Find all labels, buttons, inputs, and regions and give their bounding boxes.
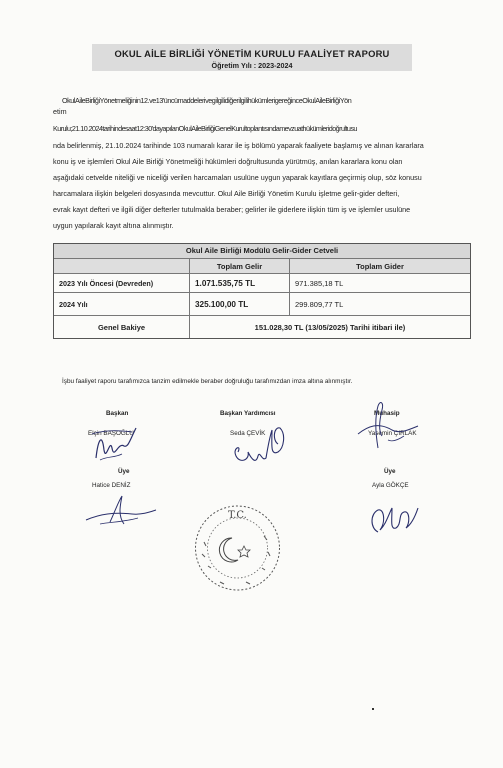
- table-row: [54, 293, 470, 316]
- paragraph-line: nda belirlenmiş, 21.10.2024 tarihinde 103 numaralı karar ile iş bölümü yaparak faaliyete başlamış ve alınan kararlara: [53, 141, 424, 150]
- member2-name: Ayla GÖKÇE: [372, 482, 409, 489]
- report-header: [92, 44, 412, 71]
- paragraph-line: aşağıdaki cetvelde niteliği ve niceliği verilen harcamaları usulüne uygun yaparak kayıtlara geçirmiş olup, söz konusu: [53, 173, 422, 182]
- table-header-row: [54, 259, 470, 274]
- table-header-expense: Toplam Gider: [290, 259, 470, 273]
- official-seal: [190, 502, 285, 594]
- paragraph-line: Kurulu;21.10.2024tarihindesaat12:30'dayapılanOkulAileBirliğiGenelKurultoplantısındamevzuathükümleridoğrultusu: [53, 124, 357, 133]
- paragraph-line: uygun yapılarak kayıt altına alınmıştır.: [53, 221, 174, 230]
- svg-text:T.C.: T.C.: [228, 510, 247, 521]
- member1-name: Hatice DENİZ: [92, 482, 131, 489]
- row-label: 2024 Yılı: [54, 293, 190, 315]
- paragraph-line: etim: [53, 107, 67, 116]
- row-income: 1.071.535,75 TL: [190, 274, 290, 292]
- paragraph-line: harcamalara ilişkin belgeleri dosyasında mevcuttur. Okul Aile Birliği Yönetim Kurulu işletme gelir-gider defteri,: [53, 189, 400, 198]
- row-label: 2023 Yılı Öncesi (Devreden): [54, 274, 190, 292]
- accountant-title: Muhasip: [374, 410, 400, 417]
- table-header-income: Toplam Gelir: [190, 259, 290, 273]
- member2-title: Üye: [384, 468, 396, 475]
- paragraph-line: OkulAileBirliğiYönetmeliğinin12.ve13'üncümaddelerivegilgilidiğerilgilihükümlerigereğinceOkulAileBirliğiYön: [62, 96, 352, 105]
- table-total-row: [54, 316, 470, 338]
- report-subtitle: Öğretim Yılı : 2023-2024: [211, 61, 293, 70]
- row-income: 325.100,00 TL: [190, 293, 290, 315]
- ink-dot: [372, 708, 374, 710]
- president-title: Başkan: [106, 410, 129, 417]
- table-row: [54, 274, 470, 293]
- paragraph-line: evrak kayıt defteri ve ilgili diğer defterler tutulmakla beraber; gelirler ile giderlere ilişkin tüm iş ve işlemler usulüne: [53, 205, 411, 214]
- row-expense: 299.809,77 TL: [295, 299, 344, 309]
- member2-signature: [362, 494, 422, 544]
- report-title: OKUL AİLE BİRLİĞİ YÖNETİM KURULU FAALİYET RAPORU: [114, 48, 390, 59]
- statement-text: İşbu faaliyet raporu tarafımızca tanzim edilmekle beraber doğruluğu tarafımızdan imza altına alınmıştır.: [62, 378, 353, 385]
- accountant-name: Yasemin ÇIRLAK: [368, 430, 417, 437]
- table-header-empty: [54, 259, 190, 273]
- table-title: Okul Aile Birliği Modülü Gelir-Gider Cetveli: [54, 244, 470, 259]
- vice-president-name: Seda ÇEVİK: [230, 430, 266, 437]
- vice-president-title: Başkan Yardımcısı: [220, 410, 276, 417]
- president-name: Elçin BAŞOĞLU: [88, 430, 134, 437]
- total-label: Genel Bakiye: [54, 316, 190, 338]
- member1-signature: [80, 492, 160, 530]
- president-signature: [84, 420, 144, 465]
- row-expense: 971.385,18 TL: [295, 278, 344, 288]
- total-value: 151.028,30 TL (13/05/2025) Tarihi itibari ile): [254, 322, 406, 332]
- vice-president-signature: [228, 422, 288, 470]
- income-expense-table: [53, 243, 471, 339]
- accountant-signature: [348, 396, 428, 456]
- paragraph-line: konu iş ve işlemleri Okul Aile Birliği Yönetmeliği hükümleri doğrultusunda yürütmüş, anılan kararlara konu olan: [53, 157, 403, 166]
- member1-title: Üye: [118, 468, 130, 475]
